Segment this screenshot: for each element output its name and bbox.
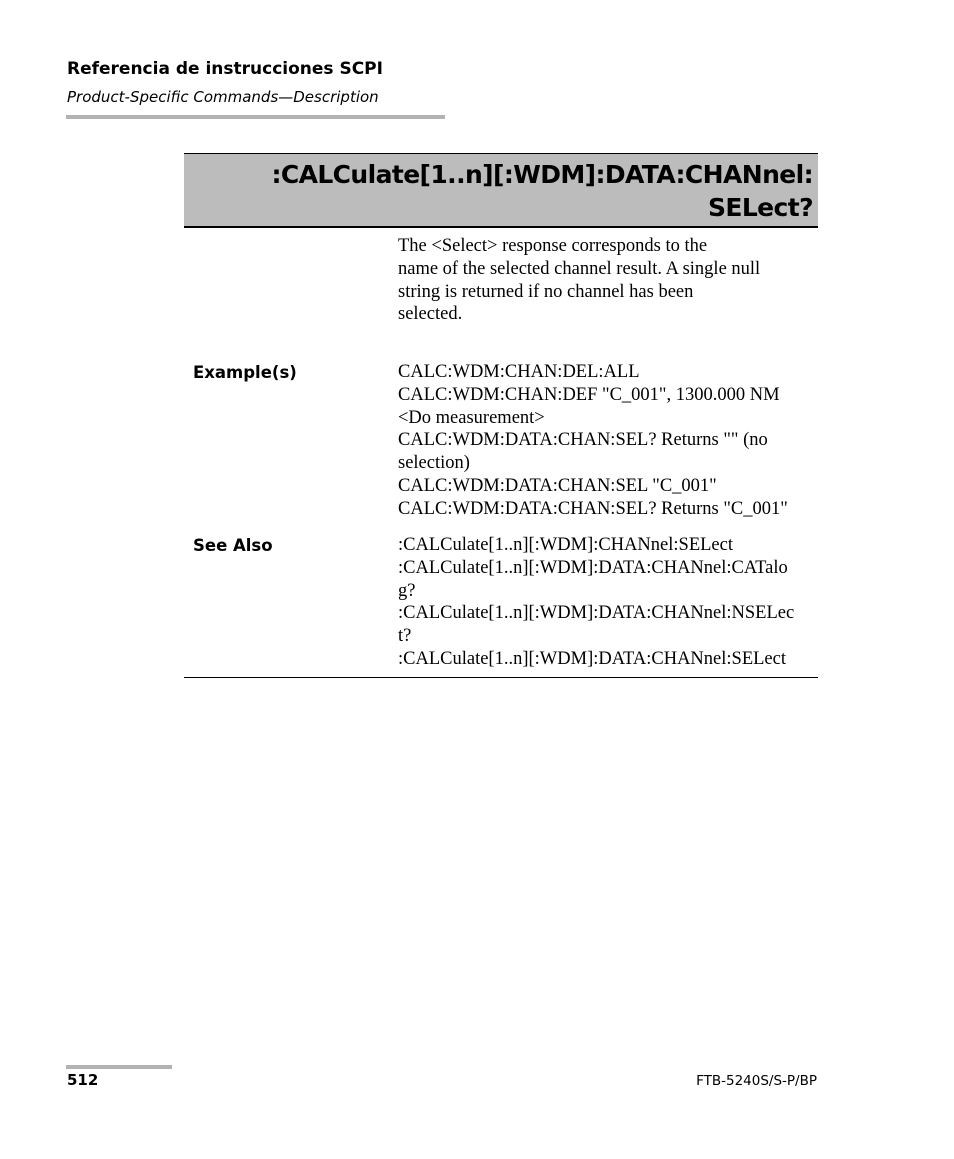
see-also-line: g? (398, 580, 416, 601)
description-line: selected. (398, 304, 463, 325)
product-name: FTB-5240S/S-P/BP (696, 1073, 817, 1089)
examples-label: Example(s) (193, 363, 297, 382)
example-line: selection) (398, 453, 470, 474)
example-line: CALC:WDM:DATA:CHAN:SEL? Returns "" (no (398, 430, 768, 451)
table-bottom-rule (184, 677, 818, 678)
header-rule (66, 115, 445, 119)
command-title-line-1: :CALCulate[1..n][:WDM]:DATA:CHANnel: (271, 160, 813, 189)
see-also-line: t? (398, 626, 412, 647)
page-number: 512 (67, 1071, 99, 1089)
see-also-line: :CALCulate[1..n][:WDM]:DATA:CHANnel:CATalo (398, 557, 788, 578)
running-header-title: Referencia de instrucciones SCPI (67, 59, 383, 79)
example-line: <Do measurement> (398, 407, 545, 428)
command-description (398, 235, 816, 326)
running-header-subtitle: Product-Specific Commands—Description (67, 88, 379, 106)
example-line: CALC:WDM:CHAN:DEF "C_001", 1300.000 NM (398, 384, 780, 405)
description-line: string is returned if no channel has been (398, 281, 694, 302)
command-title-line-2: SELect? (707, 193, 813, 222)
see-also-content (398, 534, 816, 671)
description-line: The <Select> response corresponds to the (398, 236, 708, 256)
example-line: CALC:WDM:CHAN:DEL:ALL (398, 362, 640, 382)
see-also-line: :CALCulate[1..n][:WDM]:CHANnel:SELect (398, 535, 733, 555)
description-line: name of the selected channel result. A single null (398, 258, 761, 279)
running-header (67, 58, 445, 107)
examples-content (398, 361, 816, 521)
example-line: CALC:WDM:DATA:CHAN:SEL "C_001" (398, 475, 717, 496)
command-banner (184, 153, 818, 228)
see-also-line: :CALCulate[1..n][:WDM]:DATA:CHANnel:NSELec (398, 603, 795, 624)
see-also-label: See Also (193, 536, 273, 555)
example-line: CALC:WDM:DATA:CHAN:SEL? Returns "C_001" (398, 498, 788, 519)
see-also-line: :CALCulate[1..n][:WDM]:DATA:CHANnel:SELect (398, 648, 786, 669)
footer-rule (66, 1065, 172, 1069)
command-title (213, 158, 813, 224)
